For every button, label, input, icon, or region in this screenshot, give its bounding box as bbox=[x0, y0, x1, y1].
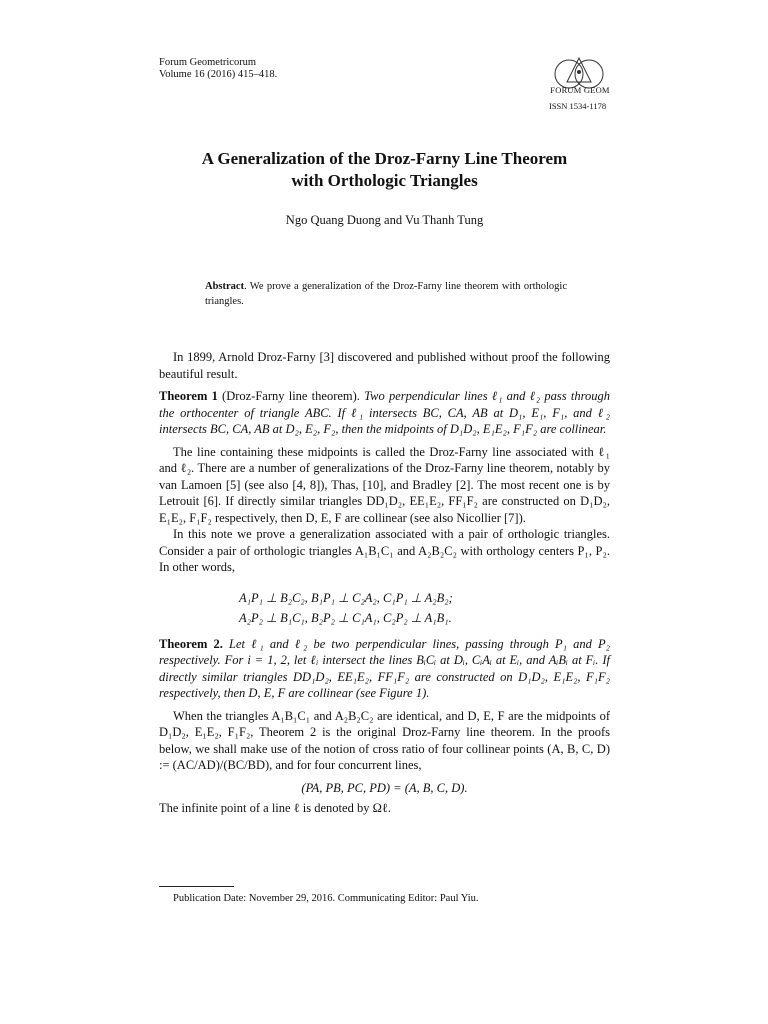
equation-line-2: A₂P₂ ⊥ B₁C₁, B₂P₂ ⊥ C₁A₁, C₂P₂ ⊥ A₁B₁. bbox=[239, 610, 452, 625]
journal-name: Forum Geometricorum bbox=[159, 57, 257, 68]
abstract-text: . We prove a generalization of the Droz-Farny line theorem with orthologic triangles. bbox=[205, 281, 567, 307]
forum-geom-logo-icon bbox=[543, 52, 615, 108]
paragraph-infinite-point: The infinite point of a line ℓ is denoted by Ωℓ. bbox=[159, 801, 391, 815]
journal-volume: Volume 16 (2016) 415–418. bbox=[159, 69, 278, 80]
paper-title bbox=[159, 148, 610, 192]
logo-text: FORUM GEOM bbox=[550, 85, 610, 95]
equation-line-1: A₁P₁ ⊥ B₂C₂, B₁P₁ ⊥ C₂A₂, C₁P₁ ⊥ A₂B₂; bbox=[239, 590, 453, 605]
title-line-1: A Generalization of the Droz-Farny Line Theorem bbox=[201, 149, 568, 168]
title-line-2: with Orthologic Triangles bbox=[291, 171, 478, 190]
theorem-2-label: Theorem 2. bbox=[159, 636, 223, 651]
abstract bbox=[205, 279, 567, 309]
authors: Ngo Quang Duong and Vu Thanh Tung bbox=[285, 213, 484, 227]
theorem-1-label: Theorem 1 bbox=[159, 389, 218, 403]
paragraph-cross-ratio: When the triangles A₁B₁C₁ and A₂B₂C₂ are identical, and D, E, F are the midpoints of D₁D₂, E₁E₂, F₁F₂, Theorem 2 is the original Droz-Farny line theorem. In the proofs below, we shall make use of the notion of cross ratio of four collinear points (A, B, C, D) := (AC/AD)/(BC/BD), and for four concurrent lines, bbox=[159, 708, 610, 772]
footnote: Publication Date: November 29, 2016. Communicating Editor: Paul Yiu. bbox=[173, 893, 479, 904]
theorem-2 bbox=[159, 636, 610, 702]
paragraph-orthologic: In this note we prove a generalization associated with a pair of orthologic triangles. Consider a pair of orthologic triangles A₁B₁C₁ and A₂B₂C₂ with orthology centers P₁, P₂. In other words, bbox=[159, 527, 610, 574]
theorem-2-statement: Let ℓ₁ and ℓ₂ be two perpendicular lines, passing through P₁ and P₂ respectively. For i = 1, 2, let ℓᵢ intersect the lines BᵢCᵢ at Dᵢ, CᵢAᵢ at Eᵢ, and AᵢBᵢ at Fᵢ. If directly similar triangles DD₁D₂, EE₁E₂, FF₁F₂ are constructed on D₁D₂, E₁E₂, F₁F₂ respectively, then D, E, F are collinear (see Figure 1). bbox=[159, 636, 610, 700]
theorem-1-statement: Two perpendicular lines ℓ₁ and ℓ₂ pass through the orthocenter of triangle ABC. If ℓ₁ intersects BC, CA, AB at D₁, E₁, F₁, and ℓ₂ intersects BC, CA, AB at D₂, E₂, F₂, then the midpoints of D₁D₂, E₁E₂, F₁F₂ are collinear. bbox=[159, 389, 610, 436]
issn: ISSN 1534-1178 bbox=[549, 101, 607, 111]
journal-info bbox=[159, 57, 277, 81]
footnote-rule bbox=[159, 886, 234, 887]
abstract-label: Abstract bbox=[205, 281, 245, 292]
paragraph-generalizations: The line containing these midpoints is called the Droz-Farny line associated with ℓ₁ and ℓ₂. There are a number of generalizations of the Droz-Farny line theorem, notably by van Lamoen [5] (see also [4, 8]), Thas, [10], and Bradley [2]. The most recent one is by Letrouit [6]. If directly similar triangles DD₁D₂, EE₁E₂, FF₁F₂ are constructed on D₁D₂, E₁E₂, F₁F₂ respectively, then D, E, F are collinear (see also Nicollier [7]). bbox=[159, 444, 610, 525]
theorem-1-name: (Droz-Farny line theorem). bbox=[217, 389, 360, 403]
body-text bbox=[159, 349, 610, 817]
cross-ratio-equation: (PA, PB, PC, PD) = (A, B, C, D). bbox=[301, 780, 468, 795]
orthology-equations bbox=[159, 588, 610, 628]
paragraph-intro: In 1899, Arnold Droz-Farny [3] discovered and published without proof the following beautiful result. bbox=[159, 350, 610, 381]
theorem-1 bbox=[159, 388, 610, 438]
